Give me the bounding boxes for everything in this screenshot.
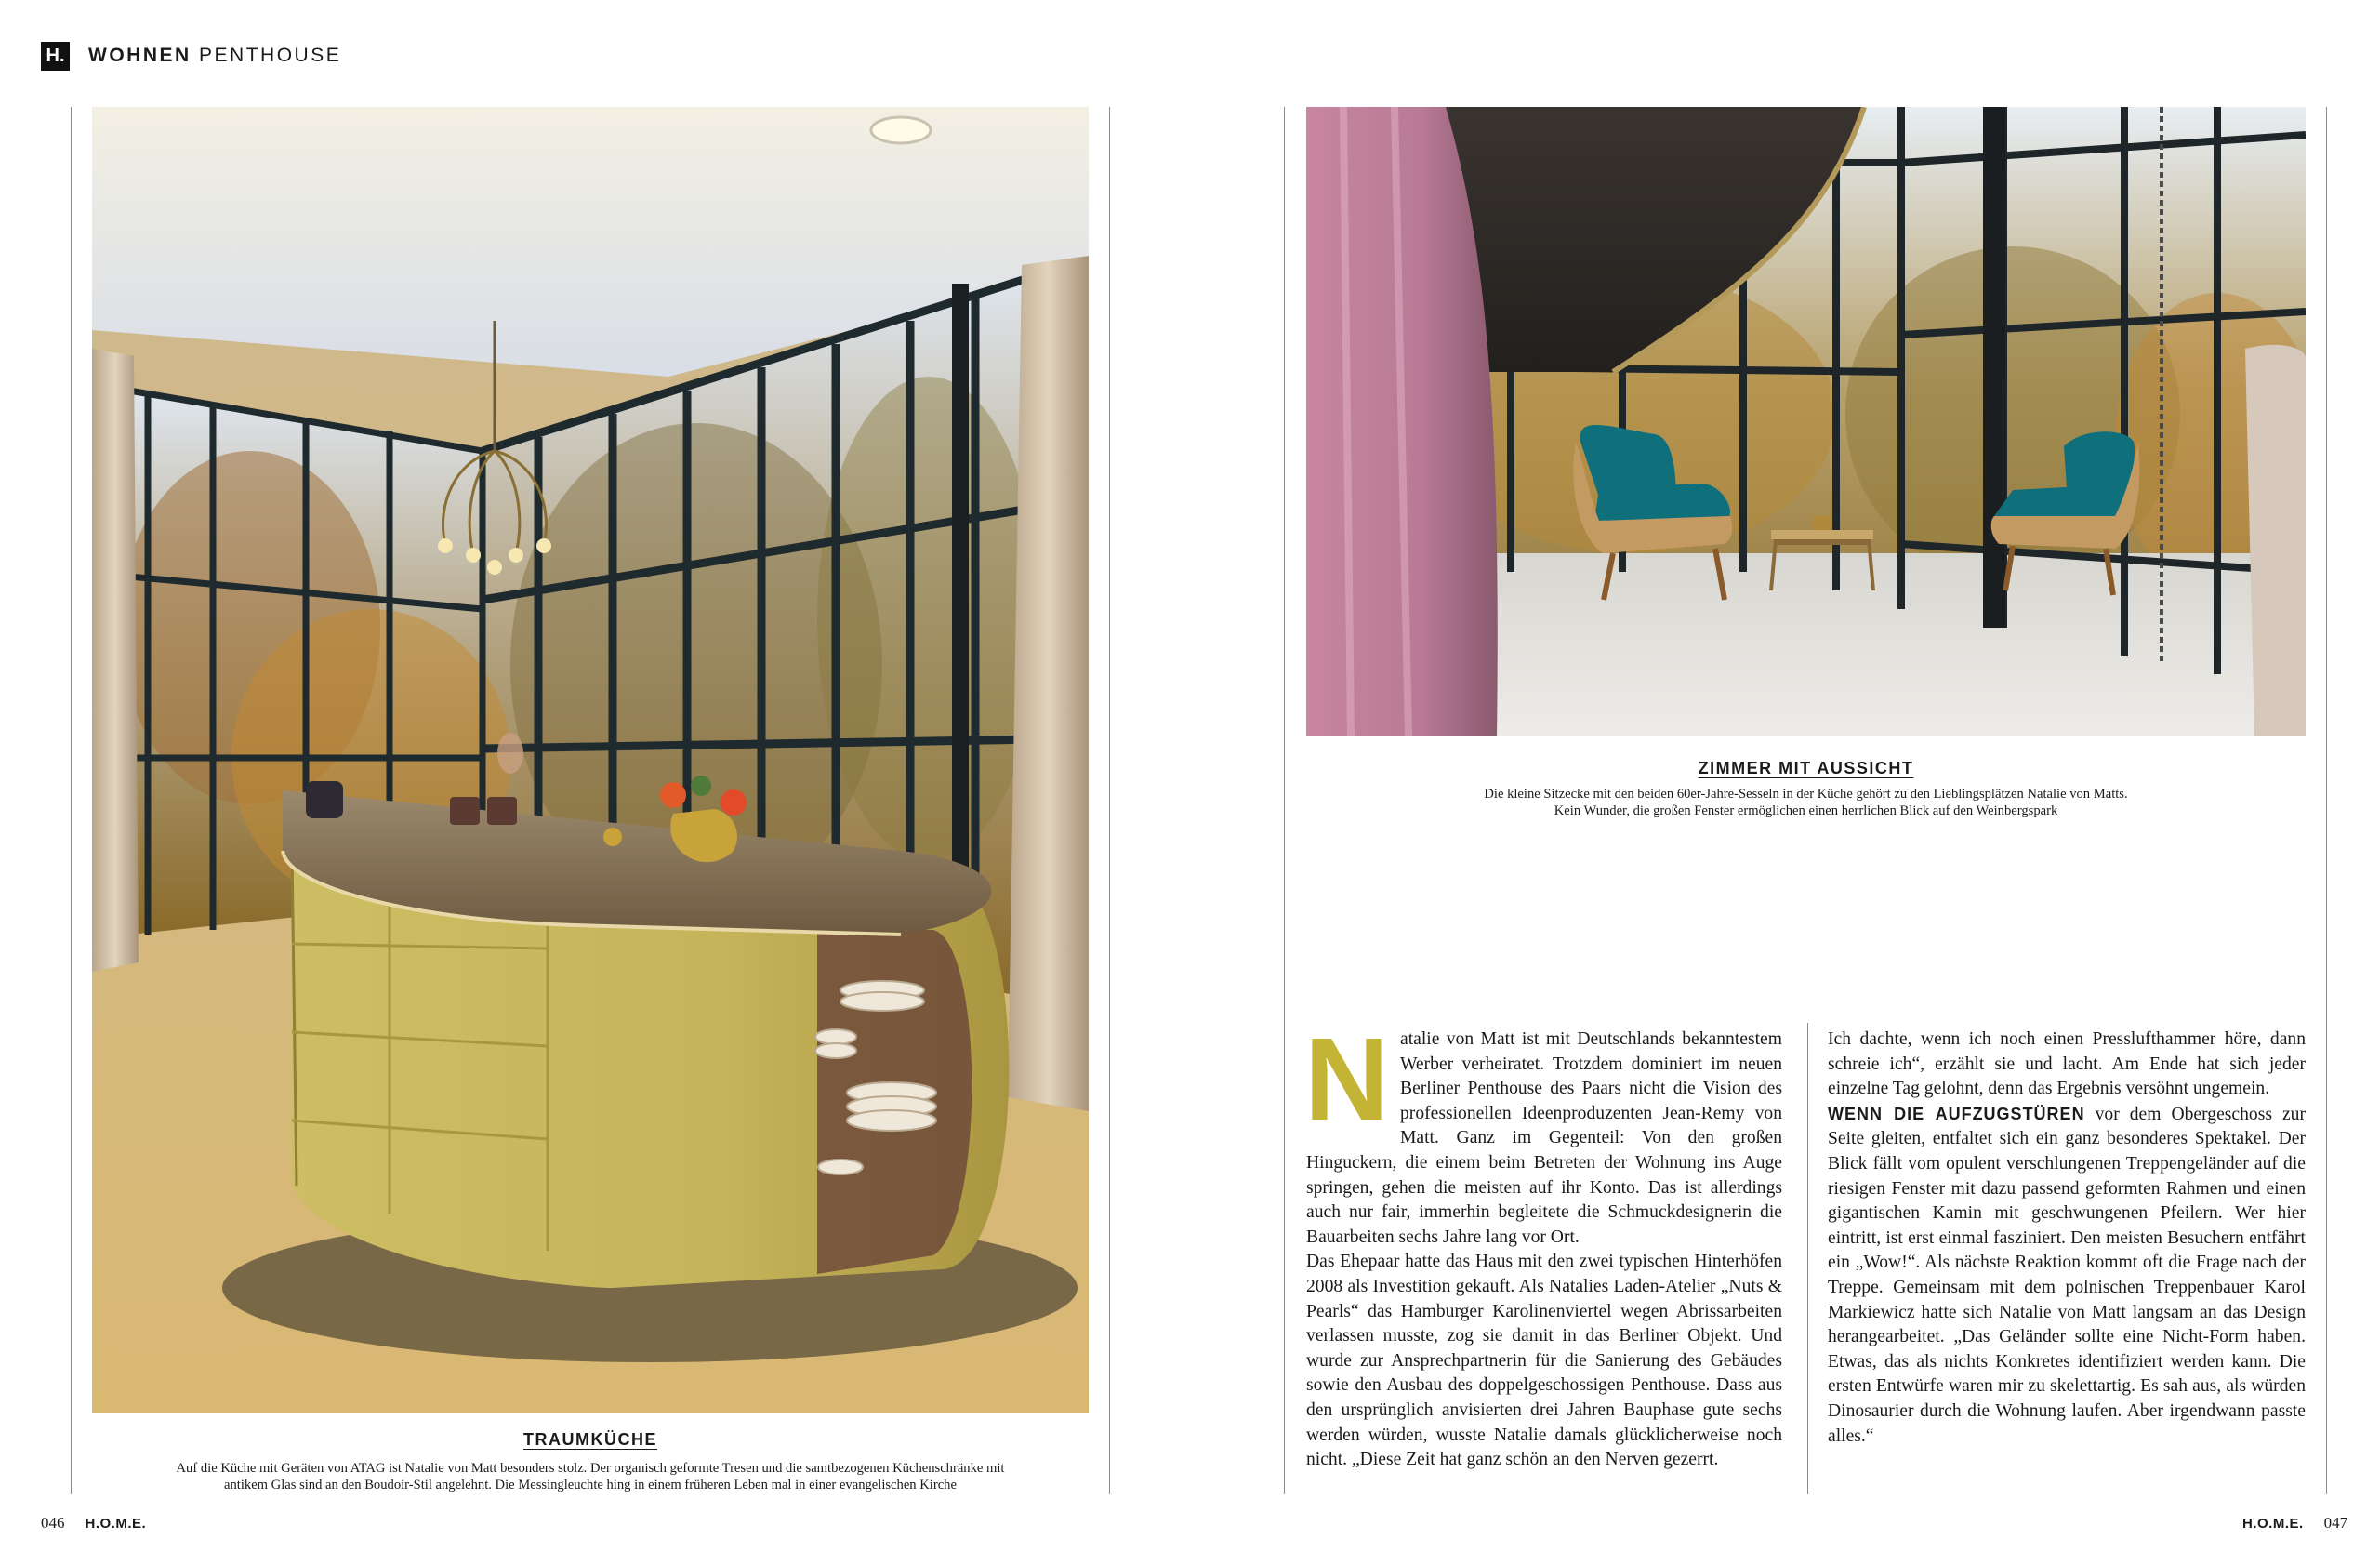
kitchen-caption-line-2: antikem Glas sind an den Boudoir-Stil angelehnt. Die Messingleuchte hing in einem früheren Leben mal in einer evangelischen Kirche — [224, 1478, 957, 1492]
section-label-bold: WOHNEN — [88, 45, 192, 66]
article-paragraph-3: Ich dachte, wenn ich noch einen Presslufthammer höre, dann schreie ich“, erzählt sie und lacht. Am Ende hat sich jeder einzelne Tag gelohnt, denn das Ergebnis versöhnt ungemein. — [1828, 1029, 2306, 1099]
run-in-heading: WENN DIE AUFZUGSTÜREN — [1828, 1104, 2085, 1123]
seating-corner-photo — [1306, 107, 2306, 736]
article-paragraph-2: Das Ehepaar hatte das Haus mit den zwei typischen Hinterhöfen 2008 als Investition gekauft. Als Natalies Laden-Atelier „Nuts & Pearls“ das Hamburger Karolinenviertel wegen Abrissarbeiten verlassen musste, zog sie damit in das Berliner Objekt. Und wurde zur Ansprechpartnerin für die Sanierung des Gebäudes sowie den Ausbau des doppelgeschossigen Penthouse. Dass aus den ursprünglich anvisierten drei Jahren Bauphase gute sechs werden würden, wusste Natalie damals glücklicherweise noch nicht. „Diese Zeit hat ganz schön an den Nerven gezerrt. — [1306, 1252, 1782, 1470]
section-label-rest: PENTHOUSE — [199, 45, 342, 66]
article-column-1 — [1304, 1014, 1782, 1473]
kitchen-caption-line-1: Auf die Küche mit Geräten von ATAG ist Natalie von Matt besonders stolz. Der organisch geformte Tresen und die samtbezogenen Küchenschränke mit — [176, 1461, 1005, 1476]
article-paragraph-4-text: vor dem Obergeschoss zur Seite gleiten, entfaltet sich ein ganz besonderes Spektakel. Der Blick fällt vom opulent verschlungenen Treppengeländer auf die riesigen Fenster mit dazu passend geformten Rahmen und einen gigantischen Kamin mit geschwungenen Pfeilern. Wer hier eintritt, ist erst einmal fasziniert. Den meisten Besuchern entfährt ein „Wow!“. Als nächste Reaktion kommt oft die Frage nach der Treppe. Gemeinsam mit dem polnischen Treppenbauer Karol Markiewicz hatte sich Natalie von Matt langsam an das Design herangearbeitet. „Das Geländer sollte eine Nicht-Form haben. Etwas, das als nichts Konkretes identifiziert werden kann. Die ersten Entwürfe waren mir zu skelettartig. Es sah aus, als würden Dinosaurier durch die Wohnung laufen. Aber irgendwann passte alles.“ — [1828, 1104, 2306, 1446]
footer-left — [41, 1514, 146, 1532]
seating-caption-title: ZIMMER MIT AUSSICHT — [1698, 759, 1914, 777]
seating-caption-line-1: Die kleine Sitzecke mit den beiden 60er-Jahre-Sesseln in der Küche gehört zu den Lieblingsplätzen Natalie von Matts. — [1484, 787, 2128, 802]
kitchen-caption-text — [92, 1460, 1089, 1493]
footer-brand-right: H.O.M.E. — [2242, 1516, 2304, 1532]
column-divider-rule — [1807, 1023, 1808, 1494]
article-column-2 — [1828, 1028, 2306, 1449]
article-paragraph-1: atalie von Matt ist mit Deutschlands bekanntestem Werber verheiratet. Trotzdem dominiert im neuen Berliner Penthouse des Paars nicht die Vision des professionellen Ideenproduzenten Jean-Remy von Matt. Ganz im Gegenteil: Von den großen Hinguckern, die einem beim Betreten der Wohnung ins Auge springen, gehen die meisten auf ihr Konto. Das ist allerdings auch nur fair, immerhin begleitete die Schmuckdesignerin die Bauarbeiten sechs Jahre lang vor Ort. — [1306, 1029, 1782, 1247]
right-page-left-rule — [1284, 107, 1285, 1494]
left-page-right-rule — [1109, 107, 1110, 1494]
section-label — [88, 45, 341, 67]
page-header — [41, 41, 341, 71]
page-number-right: 047 — [2323, 1514, 2348, 1532]
page-number-left: 046 — [41, 1514, 65, 1532]
seating-caption-line-2: Kein Wunder, die großen Fenster ermöglichen einen herrlichen Blick auf den Weinbergspark — [1554, 803, 2058, 818]
footer-right — [2242, 1514, 2347, 1532]
article-paragraph-4 — [1828, 1102, 2306, 1449]
seating-caption-text — [1306, 786, 2306, 819]
kitchen-photo — [92, 107, 1089, 1413]
drop-cap: N — [1304, 1014, 1389, 1145]
footer-brand-left: H.O.M.E. — [85, 1516, 147, 1532]
right-page-right-rule — [2326, 107, 2327, 1494]
left-page-left-rule — [71, 107, 72, 1494]
kitchen-caption-title: TRAUMKÜCHE — [523, 1430, 657, 1449]
magazine-logo: H. — [41, 42, 70, 71]
